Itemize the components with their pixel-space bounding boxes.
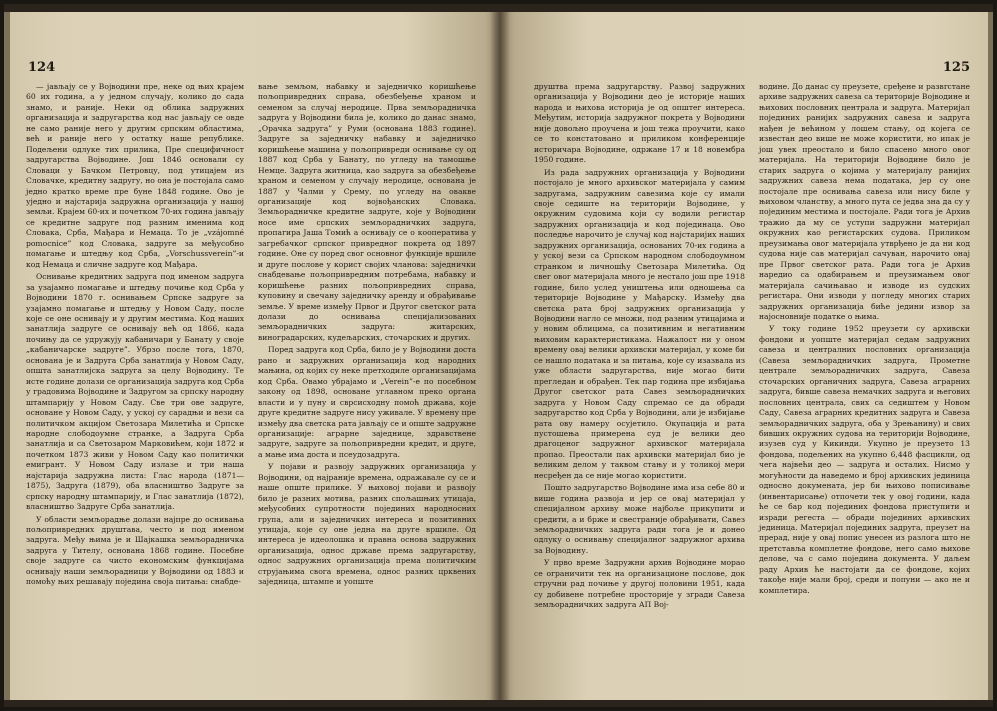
open-book [4, 4, 993, 707]
paragraph: У току године 1952 преузети су архивски фондови и уопште материјал седам задружних савеза и централних пословних организација (Савеза земљорадничких задруга, Прометне централе земљорадничких задруга, Савеза сточарских органичних задруга, Савеза аграрних задруга, бивше савеза немачких задруга и његових пословних централа, свих са седиштем у Новом Саду, Савеза аграрних кредитних задруга и Савеза земљорадничких задруга, оба у Зрењанину) и свих бивших окружних судова на територији Војводине, изузев суд у Кикинди. Укупно је преузето 13 фондова, подељених на укупно 6,448 фасцикли, од чега највећи део — задруга и осталих. Нисмо у могућности да наведемо и број архивских јединица односно докумената, јер би њихово пописивање (инвентарисање) отпочети тек у овој години, када ће се бар код појединих фондова приступити и изради регеста — обради појединих архивских јединица. Материјал појединих задруга, преузет на прерад, није у овај попис унесен из разлога што не претставља комплетне фондове, него само њихове делове, ча с само поједина документа. У даљем раду Архив ће настојати да се фондове, којих такође није мали број, среди и попуни — ако не и комплетира. [759, 324, 970, 595]
left-page-number: 124 [28, 60, 56, 75]
paragraph: У појави и развоју задружних организација у Војводини, од најраније времена, одражавале су се и наше опште прилике. У њиховој појави и развоју било је разних мотива, разних спољашњих утицаја, међусобних супротности појединих народносних група, али и заједничких интереса и позитивних утицаја, које су оне једна на друге вршиле. Од интереса је идеолошка и правна основа задружних организација, однос државе према задругарству, однос задружних организација према политичким струјањима свога времена, однос разних црквених заједница, штампе и уопште [258, 462, 476, 587]
right-page-column-2 [759, 82, 970, 611]
paragraph: У прво време Задружни архив Војводине морао се ограничити тек на организационе послове, док стручни рад почиње у другој половини 1951, када су добивене потребне просторије у згради Савеза земљорадничких задруга АП Вој- [534, 558, 745, 610]
paragraph: друштва према задругарству. Развој задружних организација у Војводини део је историје наших народа и њихова историја је од општег интереса. Међутим, историја задружног покрета у Војводини није довољно проучена и још тежа проучити, како се то констатовано и приликом конференције историчара Војводине, одржане 17 и 18 новембра 1950 године. [534, 82, 745, 165]
paragraph: Оснивање кредитних задруга под именом задруга за узајамно помагање и штедњу почиње код Срба у Војводини 1870 г. оснивањем Српске задруге за узајамно помагање и штедњу у Новом Саду, после које се оне оснивају и у другим местима. Код наших занатлија задруге се оснивају већ од 1866, када почињу да се удружују кабаничари у Банату у своје „кабаничарске задруге”. Убрзо после тога, 1870, основана је и Задруга Срба занатлија у Новом Саду, општа занатлијска задруга за целу Војводину. Те исте године долази се организација задруга код Срба у градовима Војводине и Задругом за српску народну штампарију у Новом Саду. Све три ове задруге, основане у Новом Саду, у уској су сарадњи и вези са политичком акцијом Светозара Милетића и Српске народне слободоумне странке, а Задруга Срба занатлија и са Светозаром Марковићем, који 1872 и почетком 1873 живи у Новом Саду као политички емигрант. У Новом Саду излазе и три наша најстарија задружна листа: Глас народа (1871—1875), Задруга (1879), оба власништво Задруге за српску народну штампарију, и Глас занатлија (1872), власништво Задруге Срба занатлија. [26, 272, 244, 512]
book-gutter [490, 12, 510, 700]
right-page [500, 12, 988, 700]
paragraph: Пошто задругарство Војводине има иза себе 80 и више година развоја и јер се овај материјал у специјалном архиву може најбоље прикупити и средити, а и брже и свестраније обрађивати, Савез земљорадничких задруга ради тога је и донео одлуку о оснивању специјалног задружног архива за Војводину. [534, 483, 745, 555]
paragraph: Поред задруга код Срба, било је у Војводини доста рано и задружних организација код народних мањина, од којих су неке претходиле организацијама код Срба. Овамо убрајамо и „Verein”-е по посебном закону од 1898, основане углавном преко органа власти и у пуну и сврсисходну помоћ држава, које друге кредитне задруге нису уживале. У времену пре између два светска рата јављају се и опште задружне организације: аграрне заједнице, здравствене задруге, задруге за пољопривредни кредит, и друге, а мање има доста и псеудозадруга. [258, 345, 476, 459]
left-page-column-2 [258, 82, 476, 588]
paragraph: водине. До данас су преузете, сређене и развrстане архиве задружних савеза са територије Војводине и њихових пословних централа и задруга. Материјал појединих ранијих задружних савеза и задруга нађен је већином у лошем стању, од којега се известан део више не може користити, но ипак је још увек преостало и било спасено много овог материјала. На територији Војводине било је старих задруга о којима у материјалу ранијих задружних савеза нема података, јер су оне постојале пре оснивања савеза или нису биле у њиховом чланству, а много пута се једва зна да су у појединим местима и постојале. Ради тога је Архив тражио да му се уступи задружни материјал окружних као регистарских судова. Приликом преузимања овог материјала утврђено је да ни код судова није сав материјал сачуван, нарочито онај пре Првог светског рата. Ради тога је Архив наредио са одабирањем и преузимањем овог материјала сачињавао и изводе из судских регистара. Они изводи у погледу многих старих задружних организација биће једини извор за најосновније податке о њима. [759, 82, 970, 321]
paragraph: вање земљом, набавку и заједничко коришћење пољопривредних справа, обезбеђење храном и семеном за случај неродице. Прва земљорадничка задруга у Војводини била је, колико до данас знамо, „Орачка задруга” у Руми (основана 1883 године). Задруге за заједничку набавку и заједничко коришћење машина у пољопривреди оснивање су од 1887 код Срба у Банату, по угледу на тамошње Немце. Задруга житница, као задруга за обезбеђење храном и семеном у случају неродице, основана је 1887 у Чалми у Срему, по угледу на овакве организације код војвођанских Словака. Земљорадничке кредитне задруге, које у Војводини носе име српских земљорадничких задруга, пропагира Јаша Томић а оснивају се о кооператива у загребачког српског привредног покрета од 1897 године. Оне су поред свог основног функције вршиле и друге послове у корист својих чланова: заједнички снабдевање пољопривредним потребама, набавку и коришћење разних пољопривредних справа, куповину и свечану заједничку аренду и обрађивање земље. У време између Првог и Другог светског рата долази до оснивања специјализованих земљорадничких задруга: житарских, виноградарских, кудељарских, сточарских и других. [258, 82, 476, 342]
right-page-number: 125 [942, 60, 970, 75]
paragraph: — јављају се у Војводини пре, неке од њих краjем 60 их година, а у једном случају, колико до сада знамо, и раније. Неки од облика задружних организација и задругарства код нас јављају се овде не само раније него у другим српским областима, већ и раније него у остатку наше републике. Подељени одлуке тих прилика, Пре специфичност задругарства Војводине. Још 1846 основали су Словаци у Бачком Петровцу, под утицајем из Словачке, кредитну задругу, но она је постојала само једно кратко време пре буне 1848 године. Ово је уједно и најстарија задружна организација у нашој земљи. Крајем 60-их и почетком 70-их година јављају се кредитне задруге под разним именима код Словака, Срба, Мађара и Немаца. То је „vzájomné pomocnice” код Словака, задруге за међусобно помагање и штедњу код Срба, „Vorschussverein”-и код Немаца и сличне задруге код Мађара. [26, 82, 244, 269]
right-page-column-1 [534, 82, 745, 611]
left-page [10, 12, 500, 700]
right-page-columns [534, 82, 970, 611]
paragraph: Из рада задружних организација у Војводини постојало је много архивског материјала у самим задругама, задружним савезима које су имали своје седиште на територији Војводине, у окружним судовима који су водили регистар задружних организација и код појединаца. Ово последње нарочито је случај код најстаријих наших задружних организација, основаних 70-их година а у уској вези са Српском народном слободоумном странком и личношћу Светозара Милетића. Од свег овог материјала много је нестало још пре 1918 године, било услед уништења или одношења са територије Војводине у Мађарску. Између два светска рата број задружних организација у Војводини нагло се множи, под разним утицајима и у новим облицима, са позитивним и негативним њиховим карактеристикама. Нажалост ни у оном времену овај велики архивски материјал, у коме би се нашло података и за питања, које су изазвала из уже области задругарства, није могао бити прегледан и обрађен. Тек пар година пре избијања Другог светског рата Савез земљорадничких задруга у Новом Саду спремао се да обради задругарство код Срба у Војводини, али је избијање рата ову намеру осујетило. Окупација и рата пустошења примерена суд је велики део драгоценог задружног архивског материјала пропао. Преостали пак архивски материјал био је великим делом у таквом стању и у толикој мери несређен да се није могао користити. [534, 167, 745, 480]
left-page-columns [26, 82, 476, 588]
paragraph: У области земљорадње долази најпре до оснивања пољопривредних друштава, често и под именом задруга. Међу њима је и Шајкашка земљорадничка задруга у Тителу, основана 1868 године. Посебне своје задруге са чисто економским функцијама оснивају наши земљорадници у Војводини од 1883 и помоћу њих решавају поједина своја питања: снабде- [26, 514, 244, 587]
left-page-column-1 [26, 82, 244, 588]
